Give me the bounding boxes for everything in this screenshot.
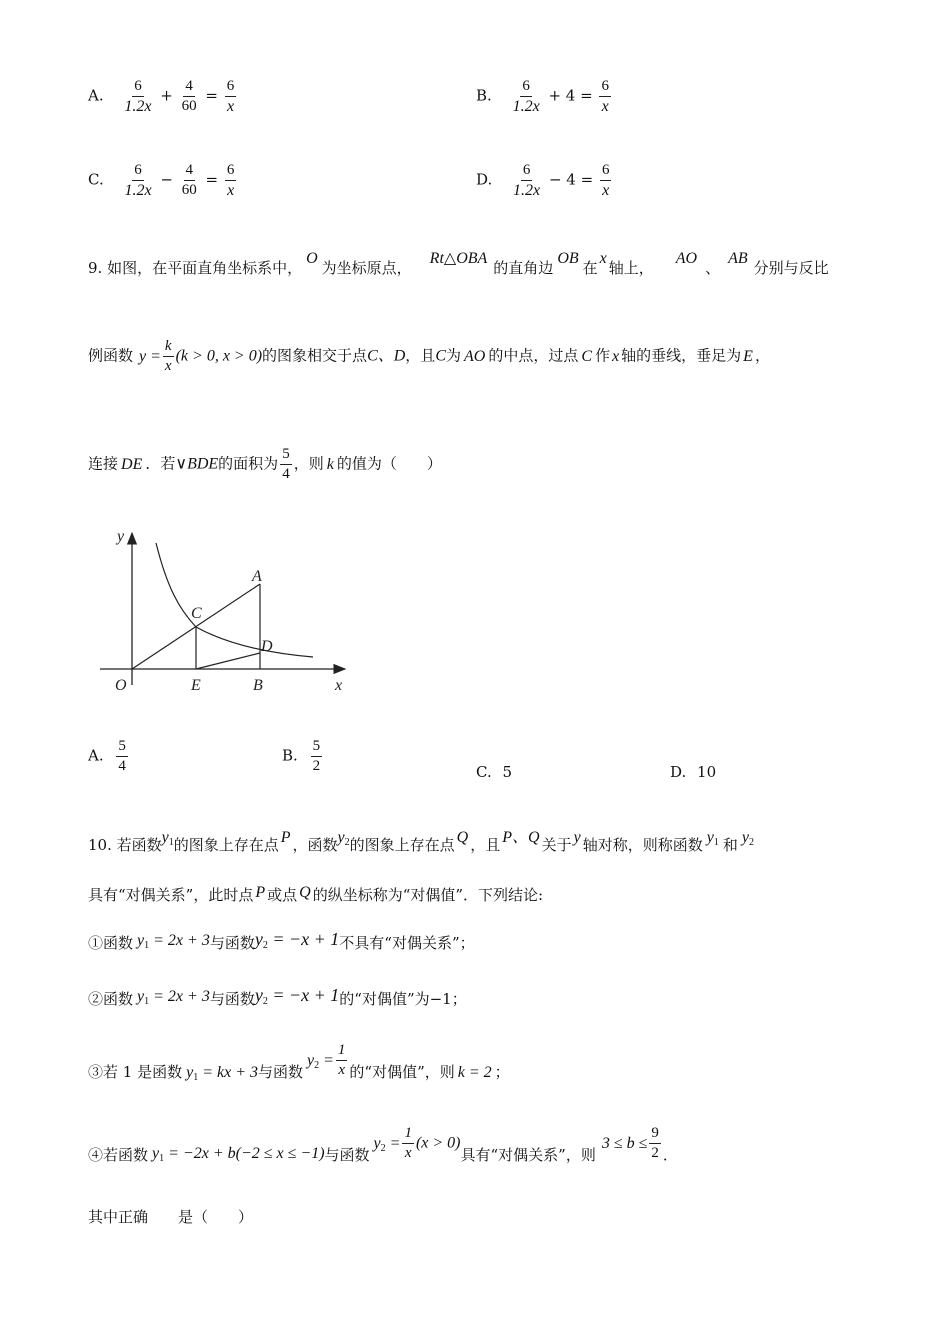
math: P、Q xyxy=(502,829,540,846)
math: $y_2$ = xyxy=(307,1051,334,1071)
math: $y_1 = 2x + 3$ xyxy=(137,932,210,951)
math: P xyxy=(255,884,266,901)
q9-option-d[interactable] xyxy=(670,762,716,782)
var: y xyxy=(706,829,714,846)
text: 为 xyxy=(445,346,461,365)
expr: = −x + 1 xyxy=(272,929,340,949)
fraction xyxy=(123,162,154,199)
denominator: 2 xyxy=(312,758,321,774)
denominator: x xyxy=(164,358,172,374)
var: y xyxy=(337,829,345,846)
q9-option-c[interactable] xyxy=(476,762,512,782)
math: y = xyxy=(139,347,161,365)
math: $y_1$ = kx + 3 xyxy=(186,1063,258,1083)
denominator: x xyxy=(601,98,609,115)
q8-option-a[interactable] xyxy=(88,78,238,115)
text: 的纵坐标称为“对偶值”．下列结论: xyxy=(312,886,544,904)
math: (k > 0, x > 0) xyxy=(175,347,263,365)
q10-line-1 xyxy=(88,829,754,861)
math: Rt△OBA xyxy=(429,250,488,267)
text: 的面积为 xyxy=(218,454,279,473)
text: 分别与反比 xyxy=(753,259,829,277)
q8-option-b[interactable] xyxy=(476,78,613,115)
text: 的直角边 xyxy=(493,259,554,277)
text: ； xyxy=(494,1062,510,1081)
label-O: O xyxy=(115,677,127,694)
q9-option-a[interactable] xyxy=(88,738,130,775)
numerator: 6 xyxy=(521,162,533,181)
math: $y_2 = -x + 1$ xyxy=(254,985,340,1007)
text: 、 xyxy=(705,259,721,277)
subscript: 1 xyxy=(159,1152,165,1164)
q9-line-3 xyxy=(88,446,442,483)
expr: = −x + 1 xyxy=(272,985,340,1005)
fraction xyxy=(280,446,292,483)
math xyxy=(707,829,719,846)
segment-DE xyxy=(196,653,260,669)
fraction xyxy=(511,162,542,199)
option-label: C. xyxy=(476,763,492,781)
text: ，函数 xyxy=(292,836,338,854)
numerator: 1 xyxy=(336,1042,348,1061)
math: k = 2 xyxy=(457,1063,492,1081)
numerator: 6 xyxy=(600,162,612,181)
text: 轴的垂线，垂足为 xyxy=(621,346,742,365)
text: ，且 xyxy=(405,346,436,365)
text: 轴上， xyxy=(608,259,654,277)
subscript: 2 xyxy=(262,940,268,951)
text: 或点 xyxy=(267,886,298,904)
text: 为坐标原点， xyxy=(321,259,412,277)
denominator: 60 xyxy=(181,98,197,114)
denominator: 4 xyxy=(282,466,290,482)
text: ． xyxy=(662,1145,678,1164)
label-B: B xyxy=(253,677,263,694)
math: 3 ≤ b ≤ xyxy=(601,1134,648,1152)
text: 具有“对偶关系”，此时点 xyxy=(88,886,254,904)
operator: − 4 = xyxy=(548,170,594,189)
option-label: B. xyxy=(282,746,298,765)
q10-line-2 xyxy=(88,885,543,906)
operator: = xyxy=(205,86,218,105)
fraction xyxy=(122,78,153,115)
text: ①函数 xyxy=(88,934,134,952)
subscript: 1 xyxy=(144,996,150,1007)
subscript: 1 xyxy=(168,837,174,848)
math: (x > 0) xyxy=(415,1134,461,1152)
subscript: 1 xyxy=(193,1071,199,1083)
math xyxy=(162,829,174,846)
expr: = kx + 3 xyxy=(202,1063,258,1081)
operator: − xyxy=(160,170,173,189)
text: 其中正确 是（ ） xyxy=(88,1208,254,1226)
text: 的值为（ ） xyxy=(336,454,442,473)
fraction xyxy=(600,162,612,199)
numerator: k xyxy=(163,338,174,357)
fraction xyxy=(311,738,323,775)
label-C: C xyxy=(191,605,202,622)
numerator: 5 xyxy=(311,738,323,757)
math: OB xyxy=(557,250,579,267)
math: O xyxy=(306,250,318,267)
q10-statement-1 xyxy=(88,929,475,959)
text: ②函数 xyxy=(88,990,134,1008)
text: ，且 xyxy=(470,836,501,854)
option-label: A. xyxy=(88,86,104,105)
denominator: 1.2x xyxy=(512,98,540,115)
label-E: E xyxy=(191,677,201,694)
q10-question-end xyxy=(88,1207,253,1227)
text: 在 xyxy=(582,259,598,277)
numerator: 6 xyxy=(225,78,237,97)
option-label: C. xyxy=(88,170,104,189)
math: E xyxy=(743,347,753,365)
option-label: B. xyxy=(476,86,492,105)
q10-statement-3 xyxy=(88,1042,510,1083)
fraction xyxy=(336,1042,348,1079)
denominator: 1.2x xyxy=(124,182,152,199)
expr: = xyxy=(323,1051,334,1069)
expr: = 2x + 3 xyxy=(153,932,210,949)
denominator: 4 xyxy=(118,758,126,774)
expr: = −2x + b(−2 ≤ x ≤ −1) xyxy=(168,1144,325,1162)
math: C、D xyxy=(367,347,406,365)
var: y xyxy=(741,829,749,846)
text: 的图象上存在点 xyxy=(349,836,455,854)
text: 不具有“对偶关系”； xyxy=(339,934,475,952)
denominator: 2 xyxy=(651,1145,659,1161)
subscript: 2 xyxy=(314,1059,320,1071)
math: P xyxy=(280,829,291,846)
fraction xyxy=(649,1125,661,1162)
math: ∨BDE xyxy=(175,455,219,473)
math: k xyxy=(326,455,334,473)
fraction xyxy=(402,1125,414,1162)
expr: = xyxy=(389,1134,401,1152)
denominator: x xyxy=(338,1062,345,1078)
text: 例函数 xyxy=(88,346,134,365)
numerator: 1 xyxy=(402,1125,414,1144)
q9-coordinate-graph xyxy=(95,525,355,700)
text: ， xyxy=(754,346,770,365)
numerator: 9 xyxy=(649,1125,661,1144)
subscript: 2 xyxy=(344,837,350,848)
fraction xyxy=(225,78,237,115)
denominator: 60 xyxy=(181,182,197,198)
option-label: D. xyxy=(670,763,687,781)
fraction xyxy=(116,738,128,775)
fraction xyxy=(599,78,611,115)
q10-statement-2 xyxy=(88,985,467,1015)
var: y xyxy=(161,829,169,846)
q9-line-1 xyxy=(88,250,829,279)
hyperbola-curve xyxy=(156,543,313,657)
math: x xyxy=(612,347,620,365)
math: x xyxy=(599,250,607,267)
subscript: 2 xyxy=(380,1142,386,1154)
numerator: 6 xyxy=(599,78,611,97)
math xyxy=(338,829,350,846)
text: 连接 xyxy=(88,454,119,473)
text: ．若 xyxy=(145,454,176,473)
operator: + xyxy=(160,86,173,105)
text: 10. 若函数 xyxy=(88,836,162,854)
text: 具有“对偶关系”，则 xyxy=(460,1145,596,1164)
text: ③若 1 是函数 xyxy=(88,1062,183,1081)
fraction xyxy=(180,78,199,115)
math: $y_1 = -2x + b(-2 \le x \le -1)$ xyxy=(152,1144,325,1164)
math xyxy=(742,829,754,846)
numerator: 4 xyxy=(184,162,196,181)
operator: = xyxy=(205,170,219,189)
numerator: 6 xyxy=(225,162,237,181)
denominator: x xyxy=(226,98,235,115)
text: 的图象上存在点 xyxy=(173,836,279,854)
text: 的中点，过点 xyxy=(488,346,579,365)
option-label: D. xyxy=(476,170,493,189)
option-value: 5 xyxy=(502,763,513,781)
option-label: A. xyxy=(88,746,104,765)
text: ，则 xyxy=(293,454,324,473)
math: C xyxy=(581,347,593,365)
q10-statement-4 xyxy=(88,1125,678,1162)
denominator: x xyxy=(227,182,235,199)
text: 的“对偶值”为−1； xyxy=(339,990,467,1008)
text: 与函数 xyxy=(258,1062,304,1081)
option-value: 10 xyxy=(697,763,717,781)
fraction xyxy=(511,78,542,115)
label-A: A xyxy=(252,568,262,585)
q9-line-2 xyxy=(88,338,770,375)
text: 作 xyxy=(595,346,611,365)
text: 关于 xyxy=(541,836,572,854)
math: $y_2 = -x + 1$ xyxy=(254,929,340,951)
text: 与函数 xyxy=(209,990,255,1008)
q8-option-c[interactable] xyxy=(88,162,238,199)
math: AB xyxy=(728,250,748,267)
q8-option-d[interactable] xyxy=(476,162,613,199)
math: AO xyxy=(675,250,698,267)
numerator: 5 xyxy=(280,446,292,465)
text: ④若函数 xyxy=(88,1145,149,1164)
math: Q xyxy=(299,884,311,901)
denominator: x xyxy=(602,182,610,199)
operator: + 4 = xyxy=(548,86,593,105)
subscript: 2 xyxy=(748,837,754,848)
denominator: x xyxy=(404,1145,412,1161)
math: Q xyxy=(456,829,469,846)
denominator: 1.2x xyxy=(124,98,152,115)
numerator: 6 xyxy=(132,162,144,181)
text: 与函数 xyxy=(324,1145,370,1164)
numerator: 4 xyxy=(183,78,195,97)
subscript: 1 xyxy=(144,940,150,951)
text: 的“对偶值”，则 xyxy=(349,1062,455,1081)
math: C xyxy=(435,347,446,365)
math: DE xyxy=(121,455,143,473)
fraction xyxy=(163,338,174,375)
text: 的图象相交于点 xyxy=(262,346,368,365)
math: $y_1 = 2x + 3$ xyxy=(137,988,210,1007)
label-y: y xyxy=(117,528,125,545)
text: 9. 如图，在平面直角坐标系中， xyxy=(88,259,303,277)
subscript: 1 xyxy=(713,837,719,848)
numerator: 6 xyxy=(520,78,532,97)
numerator: 6 xyxy=(132,78,144,97)
expr: = 2x + 3 xyxy=(153,988,210,1005)
text: 和 xyxy=(722,836,738,854)
math: y xyxy=(573,829,581,846)
text: 与函数 xyxy=(209,934,255,952)
fraction xyxy=(225,162,237,199)
denominator: 1.2x xyxy=(513,182,541,199)
math: $y_2$ = xyxy=(373,1134,401,1154)
label-D: D xyxy=(261,638,273,655)
text: 轴对称，则称函数 xyxy=(582,836,703,854)
subscript: 2 xyxy=(262,996,268,1007)
math: AO xyxy=(464,347,486,365)
label-x: x xyxy=(335,677,343,694)
q9-option-b[interactable] xyxy=(282,738,324,775)
numerator: 5 xyxy=(116,738,128,757)
fraction xyxy=(180,162,199,199)
